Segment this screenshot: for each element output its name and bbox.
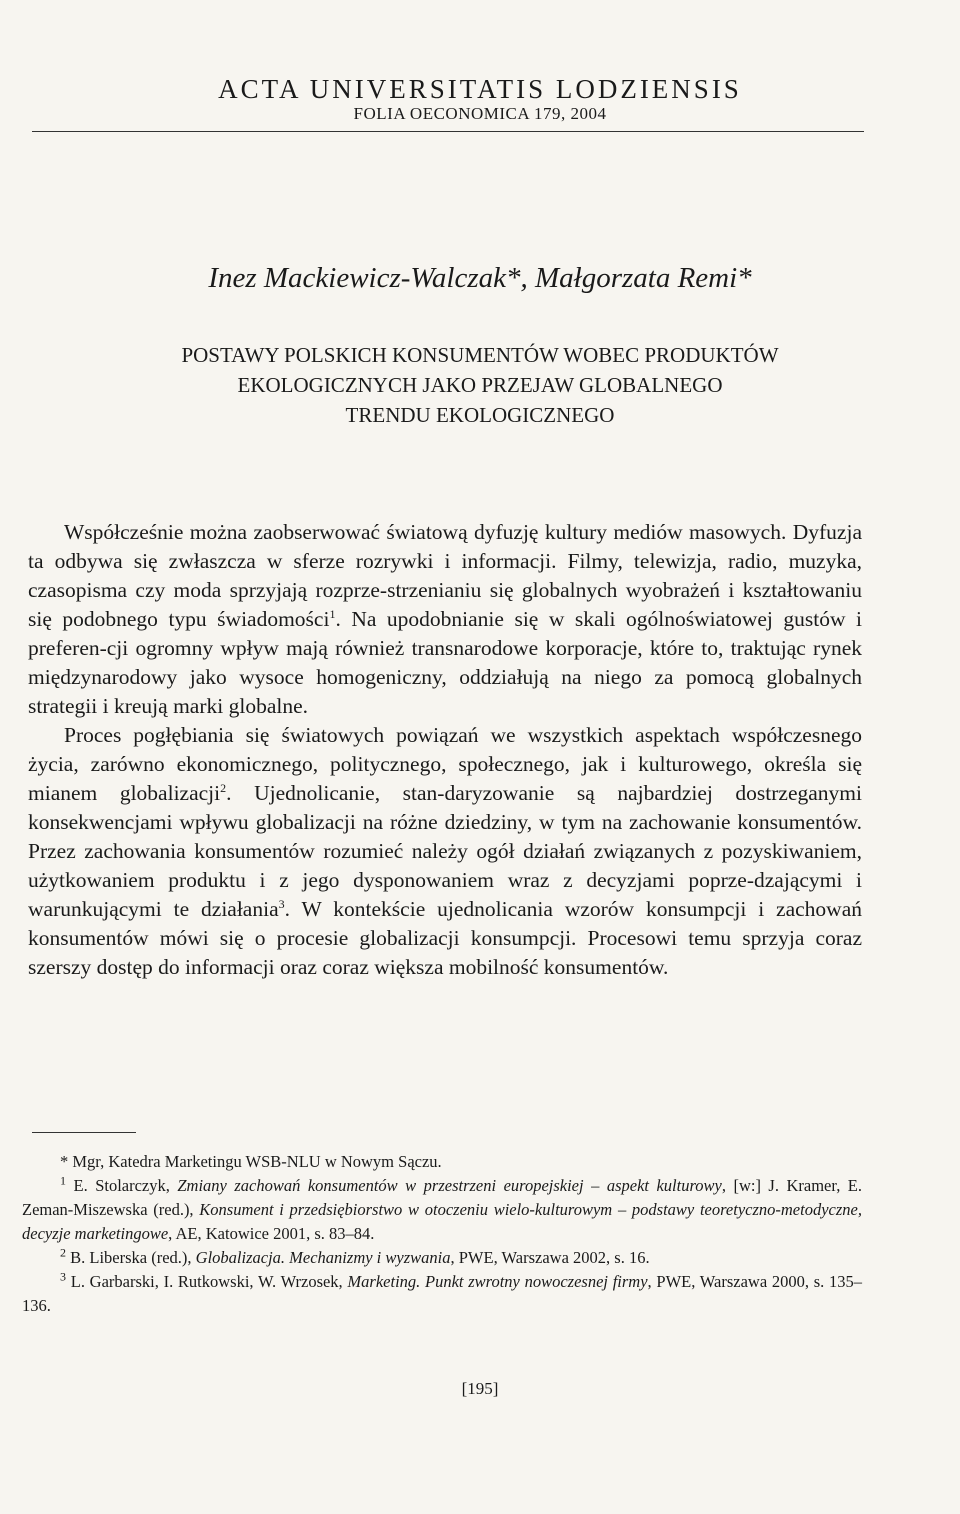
footnote-1 xyxy=(22,1174,862,1246)
footnote-text: B. Liberska (red.), xyxy=(70,1248,196,1267)
article-title xyxy=(0,340,960,430)
body-text: Proces pogłębiania się światowych powiązań we wszystkich aspektach współczesnego życia, zarówno ekonomicznego, politycznego, społecznego, jak i kulturowego, określa się mianem globalizacji xyxy=(28,723,862,805)
journal-name: ACTA UNIVERSITATIS LODZIENSIS xyxy=(218,74,742,104)
title-line: TRENDU EKOLOGICZNEGO xyxy=(345,403,615,427)
title-line: EKOLOGICZNYCH JAKO PRZEJAW GLOBALNEGO xyxy=(237,373,723,397)
footnote-ref: 1 xyxy=(329,606,336,621)
body-text: . Na upodobnianie się w skali ogólnoświatowej gustów i preferen-cji ogromny wpływ mają również transnarodowe korporacje, które to, traktując rynek międzynarodowy jako wysoce homogeniczny, oddziałują na niego za pomocą globalnych strategii i kreują marki globalne. xyxy=(28,607,863,718)
footnote-3 xyxy=(22,1270,862,1318)
body-paragraph xyxy=(28,721,862,982)
footnote-number: 1 xyxy=(60,1173,66,1188)
footnote-text: , PWE, Warszawa 2000, s. 135–136. xyxy=(22,1272,862,1315)
body-text: Współcześnie można zaobserwować światową dyfuzję kultury mediów masowych. Dyfuzja ta odbywa się zwłaszcza w sferze rozrywki i informacji. Filmy, telewizja, radio, muzyka, czasopisma czy moda sprzyjają rozprze-strzenianiu się globalnych wyobrażeń i kształtowaniu się podobnego typu świadomości xyxy=(28,520,862,631)
footnote-text: E. Stolarczyk, xyxy=(73,1176,178,1195)
footnote-number: 3 xyxy=(60,1269,66,1284)
body-text: . W kontekście ujednolicania wzorów konsumpcji i zachowań konsumentów mówi się o procesie globalizacji konsumpcji. Procesowi temu sprzyja coraz szerszy dostęp do informacji oraz coraz większa mobilność konsumentów. xyxy=(28,897,863,979)
footnote-number: 2 xyxy=(60,1245,66,1260)
body-text: . Ujednolicanie, stan-daryzowanie są najbardziej dostrzeganymi konsekwencjami wpływu globalizacji na różne dziedziny, w tym na zachowanie konsumentów. Przez zachowania konsumentów rozumieć należy ogół działań związanych z pozyskiwaniem, użytkowaniem produktu i z jego dysponowaniem wraz z decyzjami poprze-dzającymi i warunkującymi te działania xyxy=(28,781,863,921)
footnote-title: Globalizacja. Mechanizmy i wyzwania xyxy=(195,1248,451,1267)
footnote-ref: 2 xyxy=(220,780,227,795)
article-body xyxy=(28,518,862,982)
footnote-text: , PWE, Warszawa 2002, s. 16. xyxy=(450,1248,650,1267)
footnote-title: Marketing. Punkt zwrotny nowoczesnej firmy xyxy=(347,1272,648,1291)
authors: Inez Mackiewicz-Walczak*, Małgorzata Remi* xyxy=(208,262,752,294)
body-paragraph xyxy=(28,518,862,721)
footnote-text: , [w:] J. Kramer, E. Zeman-Miszewska (red.), xyxy=(22,1176,863,1219)
journal-series: FOLIA OECONOMICA 179, 2004 xyxy=(353,104,607,123)
footnote-rule xyxy=(32,1132,136,1133)
header-rule xyxy=(32,131,864,132)
footnote-title: Konsument i przedsiębiorstwo w otoczeniu wielo-kulturowym – podstawy teoretyczno-metodyczne, decyzje marketingowe xyxy=(22,1200,862,1243)
page-number: [195] xyxy=(461,1379,499,1398)
footnote-title: Zmiany zachowań konsumentów w przestrzeni europejskiej – aspekt kulturowy xyxy=(177,1176,722,1195)
footnote-author: * Mgr, Katedra Marketingu WSB-NLU w Nowym Sączu. xyxy=(60,1152,442,1171)
footnote-text: L. Garbarski, I. Rutkowski, W. Wrzosek, xyxy=(70,1272,348,1291)
footnote-text: , AE, Katowice 2001, s. 83–84. xyxy=(168,1224,375,1243)
title-line: POSTAWY POLSKICH KONSUMENTÓW WOBEC PRODUKTÓW xyxy=(181,343,779,367)
footnote-ref: 3 xyxy=(278,896,285,911)
footnotes xyxy=(22,1150,862,1318)
footnote-2 xyxy=(22,1246,862,1270)
